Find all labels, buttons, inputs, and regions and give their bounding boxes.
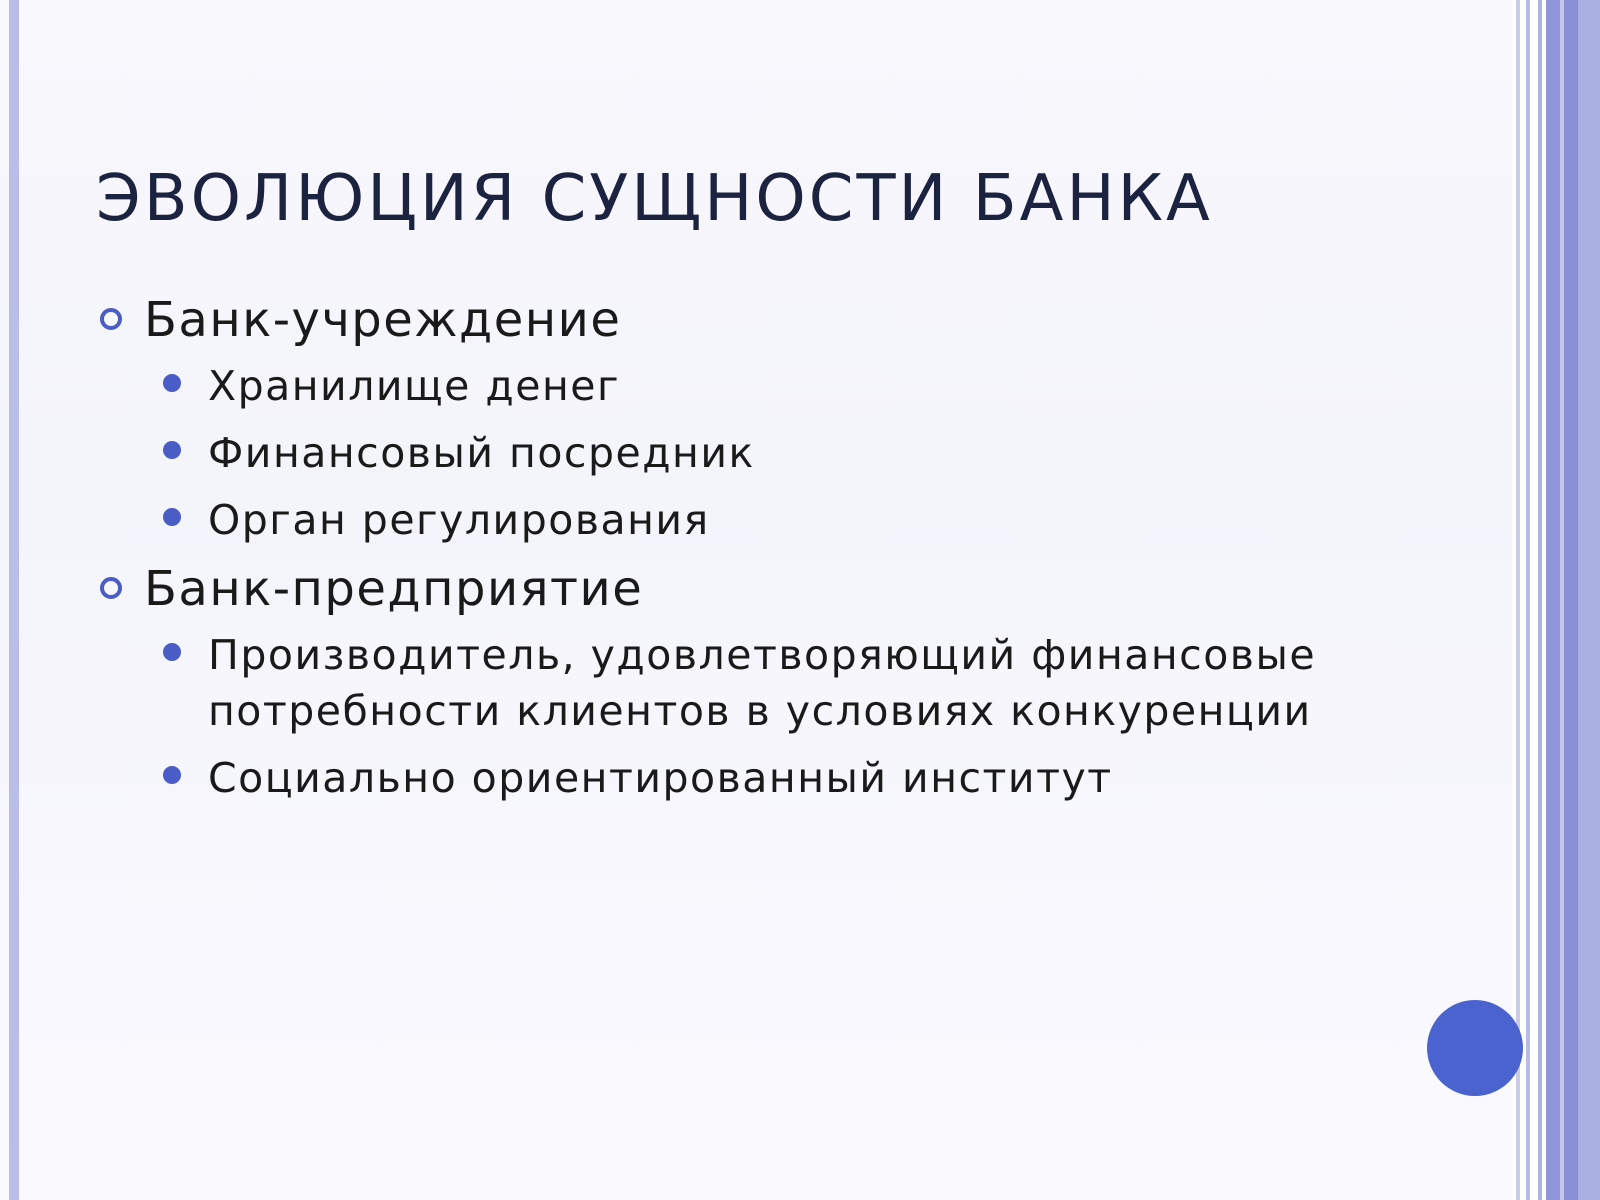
bullet-level2-item [96,492,1476,548]
ring-bullet-icon [100,308,122,330]
bullet-level2-item [96,627,1476,739]
dot-bullet-icon [163,766,181,784]
right-decorative-stripes [1512,0,1600,1200]
bullet-level1-bank-enterprise [96,559,1476,619]
dot-bullet-icon [163,441,181,459]
decorative-circle [1427,1000,1523,1096]
bullet-text: Производитель, удовлетворяющий финансовые потребности клиентов в условиях конкуренции [208,631,1317,735]
left-border-bar [9,0,19,1200]
ring-bullet-icon [100,577,122,599]
bullet-level2-item [96,425,1476,481]
slide-title: ЭВОЛЮЦИЯ СУЩНОСТИ БАНКА [96,162,1213,236]
bullet-level2-item [96,750,1476,806]
bullet-text: Банк-предприятие [144,561,644,617]
dot-bullet-icon [163,508,181,526]
dot-bullet-icon [163,374,181,392]
dot-bullet-icon [163,643,181,661]
bullet-level1-bank-institution [96,290,1476,350]
bullet-list [96,290,1476,817]
bullet-level2-item [96,358,1476,414]
bullet-text: Хранилище денег [208,362,621,410]
bullet-text: Социально ориентированный институт [208,754,1113,802]
bullet-text: Банк-учреждение [144,292,622,348]
bullet-text: Финансовый посредник [208,429,755,477]
bullet-text: Орган регулирования [208,496,710,544]
